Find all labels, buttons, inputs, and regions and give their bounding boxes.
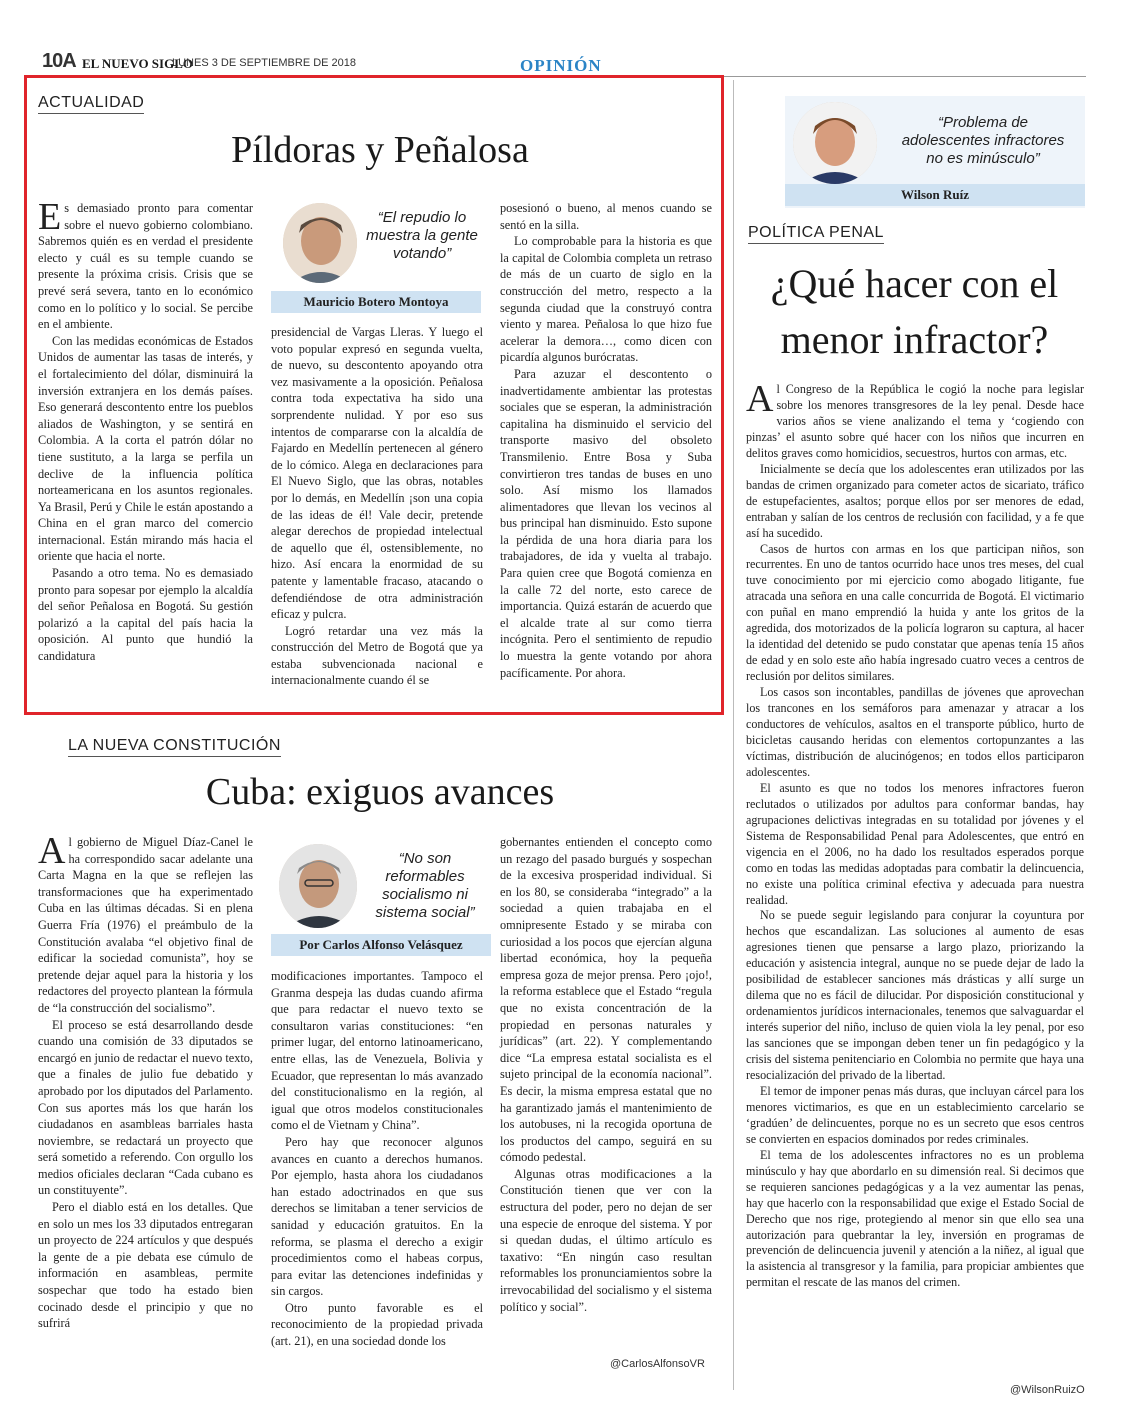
article3-paragraph: No se puede seguir legislando para conjurar la coyuntura por hechos que escandalizan. Las soluciones al aumento de esas agresiones tienen que pensarse a largo plazo, priorizando la educación y asistencia integral, aunque no se puede dejar de lado la posibilidad de establecer sanciones más drásticas y allí surge un dilema que no es fácil de dilucidar. Por disposición constitucional y ordenamientos jurídicos internacionales, tenemos que salvaguardar el interés superior del niño, incluso de quien viola la ley penal, por eso las sanciones que se impongan deben tener un fin pedagógico y la crisis del sistema penitenciario en Colombia no permite que haya una resocialización del privado de la libertad. [746,908,1084,1082]
article3-quote-box [785,96,1085,208]
article1-column-3 [500,200,712,681]
article3-paragraph: Inicialmente se decía que los adolescentes eran utilizados por las bandas de crimen organizado para cometer actos de sicariato, tráfico de estupefacientes, asaltos; porque ellos por ser menores de edad, entraban y salían de los centros de reclusión con facilidad, y a fe que así ha sucedido. [746,461,1084,540]
article3-byline: Wilson Ruíz [785,184,1085,206]
page-number: 10A [42,50,76,72]
article2-byline: Por Carlos Alfonso Velásquez [271,934,491,956]
article2-dropcap: A [38,830,66,872]
article1-pull-quote: “El repudio lo muestra la gente votando” [366,209,478,262]
article2-column-2 [271,968,483,1350]
author-portrait [283,203,357,283]
article1-dropcap: E [38,196,62,238]
article3-kicker: POLÍTICA PENAL [748,224,884,244]
article1-headline: Píldoras y Peñalosa [231,129,529,171]
article2-quote-box [271,838,491,958]
article2-paragraph: modificaciones importantes. Tampoco el Granma despeja las dudas cuando afirma que para redactar el nuevo texto se consultaron varias constituciones: “en primer lugar, del entorno latinoamericano, entre ellas, las de Venezuela, Bolivia y Ecuador, que representan lo más avanzado del constitucionalismo en la región, al igual que otros modelos constitucionales como el de Vietnam y China”. [271,969,483,1133]
article2-twitter-handle[interactable]: @CarlosAlfonsoVR [610,1358,705,1370]
article3-dropcap: A [746,378,774,420]
author-portrait [279,844,357,928]
article3-paragraph: El tema de los adolescentes infractores no es un problema minúsculo y hay que abordarlo en su dimensión real. Si decimos que se requieren sanciones pedagógicas y a la vez aumentar las penas, hay que hacerlo con la responsabilidad que exige el Estado Social de Derecho que nos rige, protegiendo al menor sin que ello sea una autorización para quebrantar la ley, inversión en programas de prevención de delincuencia juvenil y atención a la niñez, al igual que la asistencia al transgresor y la familia, para propiciar ambientes que permitan el rescate de las manos del crimen. [746,1147,1084,1290]
newspaper-name: EL NUEVO SIGLO [82,56,193,71]
article2-column-3 [500,834,712,1315]
article2-paragraph: l gobierno de Miguel Díaz-Canel le ha correspondido sacar adelante una Carta Magna en la que se reflejen las transformaciones que ha experimentado Cuba en las últimas décadas. Si en plena Guerra Fría (1976) el preámbulo de la Constitución avalaba “el objetivo final de edificar la sociedad comunista”, hoy se pretende dejar aquel para la historia y los redactores del proyecto plantean la fórmula de “la construcción del socialismo”. [38,835,253,1015]
article3-paragraph: l Congreso de la República le cogió la noche para legislar sobre los menores transgresores de la ley penal. Desde hace varios años se viene analizando el tema y ‘cogiendo con pinzas’ el asunto sobre qué hacer con los niños que incurren en delitos graves como homicidios, secuestros, hurtos con armas, etc. [746,382,1084,460]
author-portrait [793,102,877,184]
article3-paragraph: Casos de hurtos con armas en los que participan niños, son recurrentes. En uno de tantos ocurrido hace unos tres meses, del cual tuve conocimiento por mi ejercicio como abogado litigante, fue atracada una señora en una calle concurrida de Bogotá. El victimario con puñal en mano emprendió la huida y ante los gritos de la agredida, dos motorizados de la policía lograron su captura, al hacer la identidad del detenido se pudo constatar que apenas tenía 15 años de edad y en solo este año había ingresado cuatro veces a centros de reclusión por delitos similares. [746,541,1084,684]
article3-twitter-handle[interactable]: @WilsonRuizO [1010,1384,1085,1396]
article1-paragraph: Para azuzar el descontento o inadvertidamente ambientar las protestas sociales que se esperan, la administración capitalina ha disminuido el servicio del transporte masivo del obsoleto Transmilenio. Entre Bosa y Suba convirtieron tres tandas de buses en uno solo. Así mismo los llamados alimentadores que llevan los vecinos al bus principal han disminuido. Esto supone la pérdida de una hora diaria para los trabajadores, de ida y vuelta al trabajo. Para quien cree que Bogotá comienza en la calle 72 del norte, esto carece de importancia. Quizá estarán de acuerdo que el alcalde trate al sur como tierra incógnita. Pero el sentimiento de repudio lo muestra la gente votando por ahora pacíficamente. Por ahora. [500,366,712,680]
article2-paragraph: gobernantes entienden el concepto como un rezago del pasado burgués y sospechan de la excesiva prosperidad individual. Si en los 80, se consideraba “integrado” a la sociedad a quien trabajaba en el omnipresente Estado y se miraba con curiosidad a los pocos que ejercían alguna libertad económica, hoy la pequeña empresa goza de mejor prensa. Pero ¡ojo!, la reforma establece que el Estado “regula que no exista concentración de la propiedad en personas naturales y jurídicas” (art. 22). Y complementando dice “La empresa estatal socialista es el sujeto principal de la economía nacional”. Es decir, la misma empresa estatal que no ha garantizado jamás el mantenimiento de los autobuses, ni la recogida oportuna de los productos del campo, seguirá en su cómodo pedestal. [500,835,712,1165]
article3-paragraph: El temor de imponer penas más duras, que incluyan cárcel para los menores victimarios, es que en un establecimiento carcelario se ‘gradúen’ de delincuentes, porque no es un secreto que esos centros se convierten en espacios dominados por redes criminales. [746,1083,1084,1146]
article1-byline: Mauricio Botero Montoya [271,291,481,313]
article3-paragraph: El asunto es que no todos los menores infractores fueron reclutados o utilizados por adultos para conformar bandas, hay agrupaciones delictivas integradas en su totalidad por jóvenes y el Sistema de Responsabilidad Penal para Adolescentes, que entró en vigencia en el 2006, no ha dado los resultados esperados porque como en todas las medidas adoptadas para combatir la delincuencia, no existe una política criminal efectiva y adecuada para nuestra realidad. [746,780,1084,907]
article1-paragraph: Pasando a otro tema. No es demasiado pronto para sopesar por ejemplo la alcaldía del señor Peñalosa en Bogotá. Su gestión polarizó a la capital del país hacia la oposición. Al punto que hundió la candidatura [38,566,253,664]
article1-column-1 [38,196,253,665]
article2-headline: Cuba: exiguos avances [205,771,555,813]
article1-paragraph: s demasiado pronto para comentar sobre el nuevo gobierno colombiano. Sabremos quién es en verdad el presidente electo y cuál es su temple cuando se presente la próxima crisis. Crisis que se prevé será severa, tanto en lo económico como en lo político y lo social. Se percibe en el ambiente. [38,201,253,332]
column-divider [733,80,734,1390]
article1-paragraph: posesionó o bueno, al menos cuando se sentó en la silla. [500,201,712,232]
article2-paragraph: Algunas otras modificaciones a la Constitución tienen que ver con la estructura del poder, pero no dejan de ser una especie de enroque del sistema. Y por si quedan dudas, el último artículo es taxativo: “En ningún caso resultan reformables los pronunciamientos sobre la irrevocabilidad del socialismo y el sistema político y social”. [500,1166,712,1314]
article1-kicker: ACTUALIDAD [38,94,144,114]
article2-paragraph: Otro punto favorable es el reconocimiento de la propiedad privada (art. 21), en una sociedad donde los [271,1300,483,1349]
article2-pull-quote: “No son reformables socialismo ni sistema social” [375,850,475,921]
article3-pull-quote: “Problema de adolescentes infractores no es minúsculo” [901,114,1065,167]
article2-kicker: LA NUEVA CONSTITUCIÓN [68,737,281,757]
article3-paragraph: Los casos son incontables, pandillas de jóvenes que aprovechan los trancones en los semáforos para amenazar y atracar a los conductores de vehículos, asaltos en el transporte público, hurto de bicicletas causando heridas con elementos cortopunzantes a las víctimas, distribución de alucinógenos; en todos ellos participaron adolescentes. [746,685,1084,779]
article1-paragraph: Con las medidas económicas de Estados Unidos de aumentar las tasas de interés, y el fortalecimiento del dólar, disminuirá la inversión extranjera en los demás países. Eso generará descontento entre los pueblos aliados de Washington, y se sentirá en Colombia. A la corta el patrón dólar no tiene sustituto, a la larga se perfila un declive de la influencia política norteamericana en los asuntos regionales. Ya Brasil, Perú y Chile le están apostando a China en el gran marco del comercio internacional. Están mirando más hacia el oriente que hacia el norte. [38,333,253,564]
article2-paragraph: Pero el diablo está en los detalles. Que en solo un mes los 33 diputados entregaran un proyecto de 224 artículos y que después la gente de a pie debata ese cúmulo de información en asambleas, permite sospechar que todo ha estado bien cocinado desde el principio y que no sufrirá [38,1200,253,1331]
article1-paragraph: presidencial de Vargas Lleras. Y luego el voto popular expresó en segunda vuelta, de nuevo, su descontento apoyando otra vez masivamente a la oposición. Peñalosa contra toda expectativa ha sido una sorprendente nulidad. Y por eso sus intentos de compararse con la alcaldía de Fajardo en Medellín pertenecen al género de lo cómico. Alega en declaraciones para El Nuevo Siglo, que las obras, notables por lo demás, en Medellín ¡son una copia de las ideas de él! Vale decir, pretende alegar derechos de propiedad intelectual de aquello que él, ostensiblemente, no hizo. Así encara la enormidad de su patente y lamentable fracaso, atacando o defendiéndose de otra administración eficaz y pulcra. [271,325,483,622]
article3-body [746,378,1084,1291]
section-title: OPINIÓN [520,56,602,75]
article1-column-2 [271,324,483,689]
article1-quote-box [271,197,481,317]
article2-column-1 [38,830,253,1332]
article1-paragraph: Logró retardar una vez más la construcción del Metro de Bogotá que ya estaba subvencionada nacional e internacionalmente cuando él se [271,623,483,688]
article2-paragraph: Pero hay que reconocer algunos avances en cuanto a derechos humanos. Por ejemplo, hasta ahora los ciudadanos han estado adoctrinados en que sus derechos se limitaban a tener servicios de sanidad y educación gratuitos. En la reforma, se plasma el derecho a exigir procedimientos como el habeas corpus, para evitar las detenciones indefinidas y sin cargos. [271,1134,483,1299]
article2-paragraph: El proceso se está desarrollando desde cuando una comisión de 33 diputados se encargó en junio de redactar el nuevo texto, que a finales de julio fue debatido y aprobado por los diputados del Parlamento. Con sus aportes más los que harán los ciudadanos en asambleas barriales hasta noviembre, se redactará un proyecto que será sometido a referendo. Con orgullo los medios oficiales declaran “Cada cubano es un constituyente”. [38,1017,253,1198]
article3-headline: ¿Qué hacer con el menor infractor? [770,261,1059,362]
issue-date: LUNES 3 DE SEPTIEMBRE DE 2018 [172,57,357,69]
article1-paragraph: Lo comprobable para la historia es que la capital de Colombia completa un retraso de más de un cuarto de siglo en la construcción del metro, respecto a la segunda ciudad que la construyó contra viento y marea. Peñalosa lo que hizo fue acelerar la demora…, como dicen con picardía algunos burócratas. [500,234,712,365]
